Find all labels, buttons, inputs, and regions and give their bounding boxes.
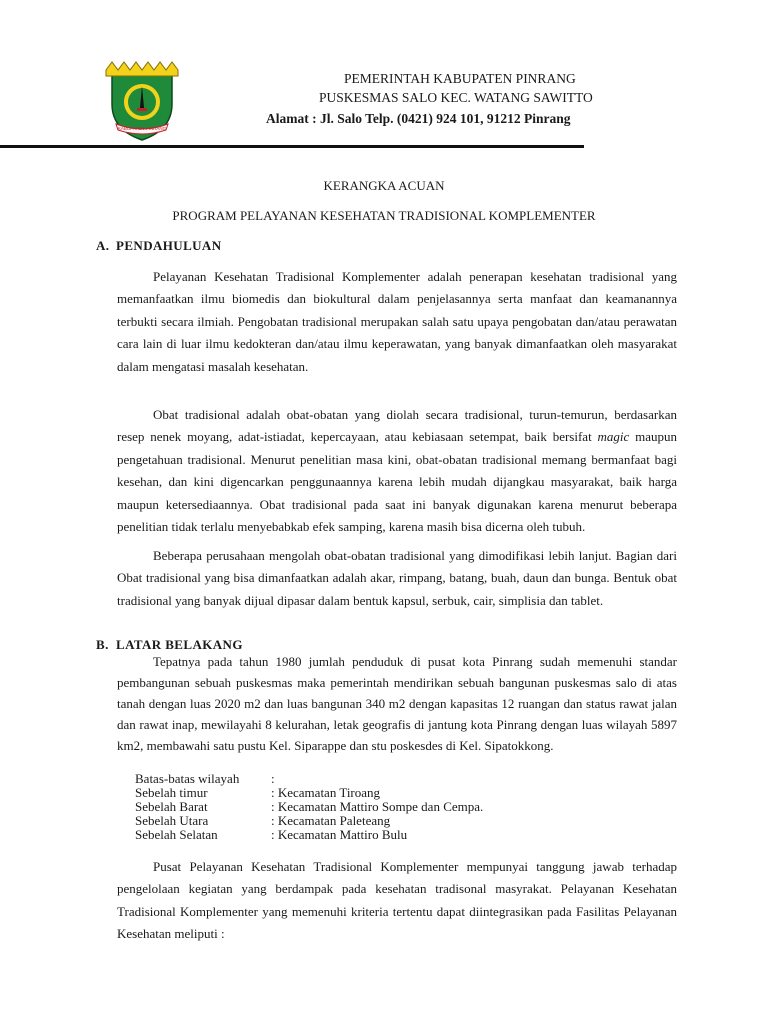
boundary-label: Sebelah timur <box>135 785 208 800</box>
boundary-label: Sebelah Barat <box>135 799 208 814</box>
section-a-p2-text-a: Obat tradisional adalah obat-obatan yang diolah secara tradisional, turun-temurun, berdasarkan resep nenek moyang, adat-istiadat, kepercayaan, atau kebiasaan setempat, baik bersifat <box>117 407 677 445</box>
header-puskesmas: PUSKESMAS SALO KEC. WATANG SAWITTO <box>319 90 593 105</box>
boundary-value: : Kecamatan Mattiro Sompe dan Cempa. <box>271 799 484 814</box>
section-b-paragraph-2 <box>117 856 677 946</box>
section-a-paragraph-1 <box>117 266 677 378</box>
boundary-value: : <box>271 771 275 786</box>
section-a-p2-text-b: maupun pengetahuan tradisional. Menurut penelitian masa kini, obat-obatan tradisional memang bermanfaat bagi kesehan, dan kini digencarkan penggunaannya karena lebih mudah dijangkau masyarakat, baik harga maupun ketersediaannya. Obat tradisional pada saat ini banyak digunakan karena menurut beberapa penelitian tidak terlalu menyebabkab efek samping, karena masih bisa dicerna oleh tubuh. <box>117 429 678 535</box>
section-a-p1-text: Pelayanan Kesehatan Tradisional Komplementer adalah penerapan kesehatan tradisional yang memanfaatkan ilmu biomedis dan biokultural dalam penjelasannya serta manfaat dan keamanannya terbukti secara ilmiah. Pengobatan tradisional merupakan salah satu upaya pengobatan dan/atau perawatan cara lain di luar ilmu kedokteran dan/atau ilmu keperawatan, yang banyak dimanfaatkan oleh masyarakat dalam mengatasi masalah kesehatan. <box>117 269 677 374</box>
boundary-label: Sebelah Selatan <box>135 827 218 842</box>
section-a-paragraph-3 <box>117 545 677 612</box>
boundary-value: : Kecamatan Tiroang <box>271 785 381 800</box>
section-b-p1-text: Tepatnya pada tahun 1980 jumlah penduduk di pusat kota Pinrang sudah memenuhi standar pembangunan sebuah puskesmas maka pemerintah mendirikan sebuah bangunan puskesmas salo di atas tanah dengan luas 2020 m2 dan luas bangunan 340 m2 dengan kapasitas 12 ruangan dan status rawat jalan dan rawat inap, mewilayahi 8 kelurahan, letak geografis di jantung kota Pinrang dengan luas wilayah 5897 km2, membawahi satu pustu Kel. Siparappe dan stu poskesdes di Kel. Sipatokkong. <box>117 654 677 753</box>
section-a-p3-text: Beberapa perusahaan mengolah obat-obatan tradisional yang dimodifikasi lebih lanjut. Bagian dari Obat tradisional yang bisa dimanfaatkan adalah akar, rimpang, batang, buah, daun dan bunga. Bentuk obat tradisional yang banyak dijual dipasar dalam bentuk kapsul, serbuk, cair, simplisia dan tablet. <box>117 548 677 608</box>
document-title: KERANGKA ACUAN <box>323 178 445 193</box>
boundary-value: : Kecamatan Paleteang <box>271 813 391 828</box>
header-address: Alamat : Jl. Salo Telp. (0421) 924 101, 91212 Pinrang <box>266 111 571 126</box>
section-a-heading <box>96 238 222 254</box>
logo-banner-text: KABUPATEN PINRANG <box>117 126 167 131</box>
header-divider <box>0 145 584 148</box>
boundary-label: Sebelah Utara <box>135 813 209 828</box>
section-b-p2-text: Pusat Pelayanan Kesehatan Tradisional Komplementer mempunyai tanggung jawab terhadap pengelolaan kegiatan yang berdampak pada kesehatan tradisonal masyrakat. Pelayanan Kesehatan Tradisional Komplementer yang memenuhi kriteria tertentu dapat diintegrasikan pada Fasilitas Pelayanan Kesehatan meliputi : <box>117 859 677 942</box>
boundary-label: Batas-batas wilayah <box>135 771 240 786</box>
section-b-number: B. <box>96 637 109 652</box>
section-a-paragraph-2 <box>117 404 677 538</box>
program-title: PROGRAM PELAYANAN KESEHATAN TRADISIONAL KOMPLEMENTER <box>172 208 596 223</box>
section-a-number: A. <box>96 238 110 253</box>
header-government: PEMERINTAH KABUPATEN PINRANG <box>344 71 576 86</box>
kabupaten-pinrang-logo <box>104 60 180 142</box>
section-b-title: LATAR BELAKANG <box>116 637 243 652</box>
section-a-p2-magic: magic <box>597 429 630 445</box>
boundary-value: : Kecamatan Mattiro Bulu <box>271 827 408 842</box>
section-a-title: PENDAHULUAN <box>116 238 222 253</box>
section-b-paragraph-1 <box>117 651 677 756</box>
